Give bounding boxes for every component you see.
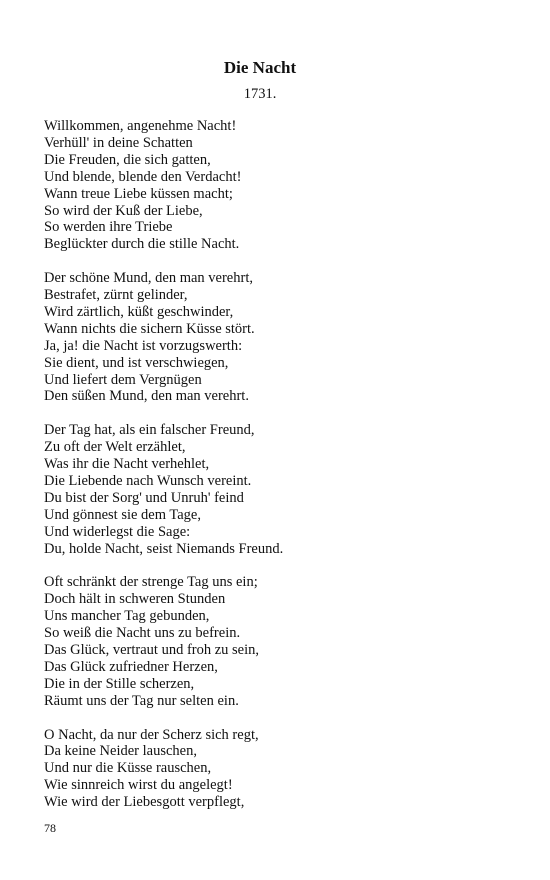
poem-line: Und nur die Küsse rauschen, — [44, 760, 212, 777]
poem-line: Und gönnest sie dem Tage, — [44, 506, 201, 523]
poem-line: Wann treue Liebe küssen macht; — [44, 185, 233, 202]
poem-line: Und blende, blende den Verdacht! — [44, 168, 242, 185]
poem-line: Beglückter durch die stille Nacht. — [44, 236, 240, 253]
poem-line: Den süßen Mund, den man verehrt. — [44, 388, 249, 405]
poem-line: Räumt uns der Tag nur selten ein. — [44, 692, 239, 709]
poem-line: So werden ihre Triebe — [44, 219, 173, 236]
poem-line: So wird der Kuß der Liebe, — [44, 202, 203, 219]
poem-line: Doch hält in schweren Stunden — [44, 591, 226, 608]
poem-line: Der schöne Mund, den man verehrt, — [44, 270, 253, 287]
poem-line: Und widerlegst die Sage: — [44, 523, 191, 540]
poem-body — [44, 118, 514, 828]
poem-line: Zu oft der Welt erzählet, — [44, 439, 186, 456]
poem-line: Die Liebende nach Wunsch vereint. — [44, 473, 252, 489]
stanza — [44, 270, 514, 405]
poem-line: Oft schränkt der strenge Tag uns ein; — [44, 574, 258, 591]
poem-line: Die in der Stille scherzen, — [44, 675, 195, 692]
poem-line: Ja, ja! die Nacht ist vorzugswerth: — [44, 337, 243, 354]
poem-line: Wann nichts die sichern Küsse stört. — [44, 320, 255, 337]
stanza — [44, 422, 514, 557]
poem-title: Die Nacht — [223, 58, 297, 77]
poem-year: 1731. — [243, 86, 277, 102]
poem-line: Sie dient, und ist verschwiegen, — [44, 354, 229, 371]
stanza — [44, 118, 514, 253]
poem-line: Wie wird der Liebesgott verpflegt, — [44, 794, 245, 811]
poem-line: Die Freuden, die sich gatten, — [44, 151, 211, 168]
poem-line: Das Glück, vertraut und froh zu sein, — [44, 642, 260, 659]
poem-line: Wie sinnreich wirst du angelegt! — [44, 777, 233, 794]
poem-line: Willkommen, angenehme Nacht! — [44, 118, 237, 134]
poem-line: Das Glück zufriedner Herzen, — [44, 658, 218, 675]
stanza — [44, 727, 514, 812]
poem-line: Du, holde Nacht, seist Niemands Freund. — [44, 540, 284, 557]
page-number: 78 — [44, 821, 56, 835]
poem-line: Da keine Neider lauschen, — [44, 743, 197, 760]
stanza — [44, 574, 514, 709]
poem-line: Uns mancher Tag gebunden, — [44, 608, 210, 625]
poem-line: Wird zärtlich, küßt geschwinder, — [44, 303, 234, 320]
poem-line: O Nacht, da nur der Scherz sich regt, — [44, 726, 259, 743]
poem-line: Und liefert dem Vergnügen — [44, 371, 202, 388]
poem-line: Du bist der Sorg' und Unruh' feind — [44, 489, 244, 506]
poem-line: Bestrafet, zürnt gelinder, — [44, 287, 188, 304]
poem-line: Verhüll' in deine Schatten — [44, 134, 193, 151]
poem-line: So weiß die Nacht uns zu befrein. — [44, 625, 241, 642]
poem-line: Der Tag hat, als ein falscher Freund, — [44, 422, 255, 439]
poem-line: Was ihr die Nacht verhehlet, — [44, 456, 210, 473]
